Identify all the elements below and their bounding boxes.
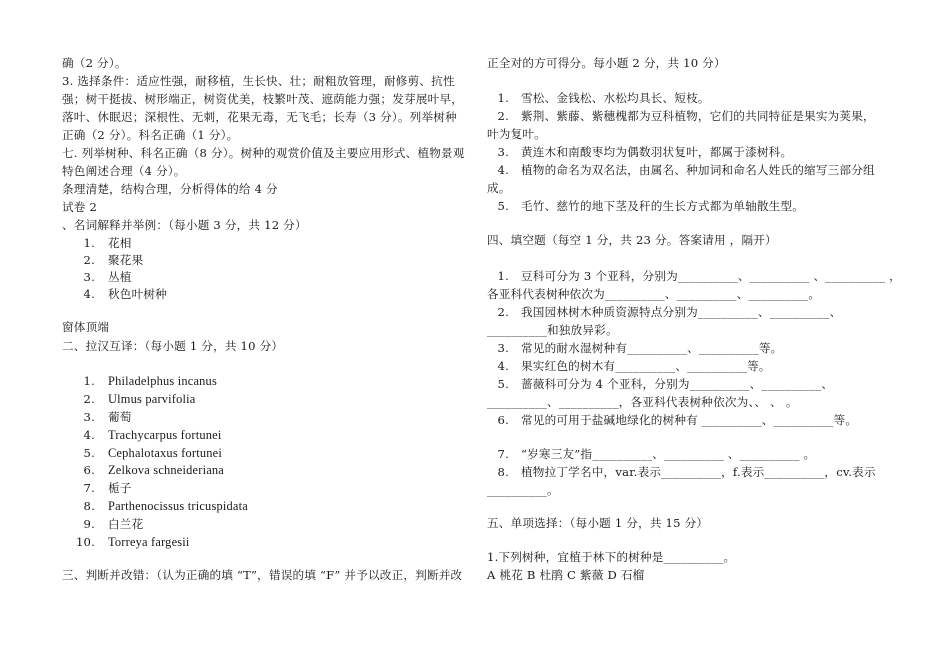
list-item: 7. “岁寒三友”指__________、__________ 、__________ 。 <box>497 447 816 461</box>
list-item: 2. Ulmus parvifolia <box>83 392 196 406</box>
section-title: 二、拉汉互译：（每小题 1 分，共 10 分） <box>62 339 284 353</box>
list-item: 4. 植物的命名为双名法，由属名、种加词和命名人姓氏的缩写三部分组 <box>497 163 875 177</box>
text-line: 条理清楚，结构合理，分析得体的给 4 分 <box>62 182 278 196</box>
exam-label: 试卷 2 <box>62 200 98 214</box>
list-item-continuation: 叶为复叶。 <box>487 127 546 141</box>
list-item: 4. 秋色叶树种 <box>83 287 167 301</box>
list-item: 2. 聚花果 <box>83 253 144 267</box>
question-text: 1.下列树种，宜植于林下的树种是__________。 <box>487 550 736 564</box>
list-item: 3. 黄连木和南酸枣均为偶数羽状复叶，都属于漆树科。 <box>497 145 793 159</box>
list-item: 2. 紫荆、紫藤、紫穗槐都为豆科植物，它们的共同特征是果实为荚果， <box>497 109 875 123</box>
list-item: 7. 栀子 <box>83 481 132 495</box>
list-item: 4. 果实红色的树木有__________、__________等。 <box>497 359 771 373</box>
list-item: 8. Parthenocissus tricuspidata <box>83 499 248 513</box>
text-line: 落叶、休眠迟；深根性、无刺，花果无毒，无飞毛；长寿（3 分）。列举树种 <box>62 110 457 124</box>
text-line: 确（2 分）。 <box>62 56 127 70</box>
list-item: 6. 常见的可用于盐碱地绿化的树种有 __________、__________等。 <box>497 413 858 427</box>
text-line: 正确（2 分）。科名正确（1 分）。 <box>62 128 239 142</box>
list-item: 9. 白兰花 <box>83 517 144 531</box>
question-options: A 桃花 B 杜鹃 C 紫薇 D 石榴 <box>487 568 645 582</box>
list-item-continuation: __________。 <box>487 483 559 497</box>
list-item: 10. Torreya fargesii <box>75 535 190 549</box>
section-title: 五、单项选择：（每小题 1 分，共 15 分） <box>487 516 709 530</box>
list-item: 4. Trachycarpus fortunei <box>83 428 222 442</box>
form-header-note: 窗体顶端 <box>62 320 110 334</box>
list-item: 1. 豆科可分为 3 个亚科，分别为__________、__________ 、__________ ， <box>497 269 901 283</box>
list-item: 2. 我国园林树木种质资源特点分别为__________、__________、 <box>497 305 842 319</box>
text-line: 特色阐述合理（4 分）。 <box>62 164 186 178</box>
section-title: 、名词解释并举例：（每小题 3 分，共 12 分） <box>62 218 307 232</box>
text-line: 七. 列举树种、科名正确（8 分）。树种的观赏价值及主要应用形式、植物景观 <box>62 146 465 160</box>
list-item: 5. 蔷薇科可分为 4 个亚科，分别为__________、__________、 <box>497 377 834 391</box>
text-line: 正全对的方可得分。每小题 2 分，共 10 分） <box>487 56 726 70</box>
list-item: 5. 毛竹、慈竹的地下茎及秆的生长方式都为单轴散生型。 <box>497 199 805 213</box>
list-item: 8. 植物拉丁学名中，var.表示__________，f.表示__________，cv.表示 <box>497 465 876 479</box>
section-title: 三、判断并改错：（认为正确的填 “T”，错误的填 “F” 并予以改正，判断并改 <box>62 568 463 582</box>
text-line: 3. 选择条件：适应性强，耐移植，生长快、壮；耐粗放管理，耐修剪、抗性 <box>62 74 455 88</box>
list-item: 3. 葡萄 <box>83 410 132 424</box>
list-item: 3. 丛植 <box>83 270 132 284</box>
list-item: 5. Cephalotaxus fortunei <box>83 446 222 460</box>
list-item-continuation: __________和独放异彩。 <box>487 323 618 337</box>
list-item: 1. 雪松、金钱松、水松均具长、短枝。 <box>497 91 710 105</box>
list-item: 3. 常见的耐水湿树种有__________、__________等。 <box>497 341 783 355</box>
list-item-continuation: 成。 <box>487 181 511 195</box>
list-item-continuation: 各亚科代表树种依次为__________、__________、__________。 <box>487 287 821 301</box>
text-line: 强；树干挺拔、树形端正，树资优美，枝繁叶茂、遮荫能力强；发芽展叶早， <box>62 92 463 106</box>
section-title: 四、填空题（每空 1 分，共 23 分。答案请用 ，隔开） <box>487 233 777 247</box>
list-item: 1. Philadelphus incanus <box>83 374 217 388</box>
list-item: 1. 花相 <box>83 236 132 250</box>
list-item-continuation: __________、__________，各亚科代表树种依次为、、 、 。 <box>487 395 798 409</box>
list-item: 6. Zelkova schneideriana <box>83 463 225 477</box>
